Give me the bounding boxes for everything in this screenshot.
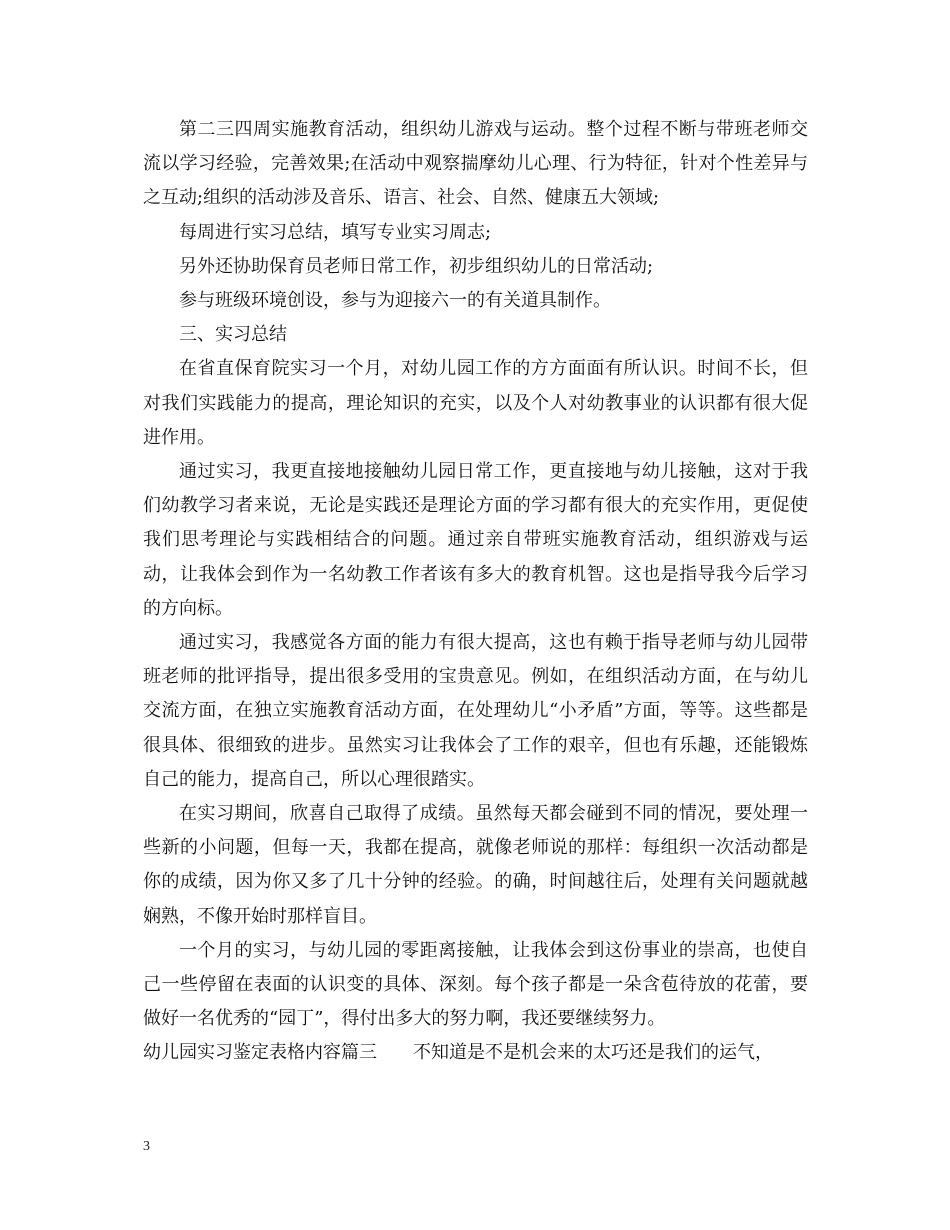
paragraph-summary-conclusion: 一个月的实习，与幼儿园的零距离接触，让我体会到这份事业的崇高，也使自己一些停留在表面的认识变的具体、深刻。每个孩子都是一朵含苞待放的花蕾，要做好一名优秀的“园丁”，得付出多大的努力啊，我还要继续努力。 <box>143 939 808 1030</box>
paragraph-summary-practice: 通过实习，我更直接地接触幼儿园日常工作，更直接地与幼儿接触，这对于我们幼教学习者来说，无论是实践还是理论方面的学习都有很大的充实作用，更促使我们思考理论与实践相结合的问题。通过亲自带班实施教育活动，组织游戏与运动，让我体会到作为一名幼教工作者该有多大的教育机智。这也是指导我今后学习的方向标。 <box>143 461 808 619</box>
paragraph-summary-achievements: 在实习期间，欣喜自己取得了成绩。虽然每天都会碰到不同的情况，要处理一些新的小问题，但每一天，我都在提高，就像老师说的那样：每组织一次活动都是你的成绩，因为你又多了几十分钟的经验。的确，时间越往后，处理有关问题就越娴熟，不像开始时那样盲目。 <box>143 803 808 927</box>
paragraph-summary-abilities: 通过实习，我感觉各方面的能力有很大提高，这也有赖于指导老师与幼儿园带班老师的批评指导，提出很多受用的宝贵意见。例如，在组织活动方面，在与幼儿交流方面，在独立实施教育活动方面，在处理幼儿“小矛盾”方面，等等。这些都是很具体、很细致的进步。虽然实习让我体会了工作的艰辛，但也有乐趣，还能锻炼自己的能力，提高自己，所以心理很踏实。 <box>143 632 808 790</box>
paragraph-activities: 第二三四周实施教育活动，组织幼儿游戏与运动。整个过程不断与带班老师交流以学习经验，完善效果;在活动中观察揣摩幼儿心理、行为特征，针对个性差异与之互动;组织的活动涉及音乐、语言、社会、自然、健康五大领域; <box>143 119 808 209</box>
section-heading-summary: 三、实习总结 <box>179 324 287 346</box>
paragraph-summary-intro: 在省直保育院实习一个月，对幼儿园工作的方方面面有所认识。时间不长，但对我们实践能力的提高，理论知识的充实，以及个人对幼教事业的认识都有很大促进作用。 <box>143 358 808 448</box>
paragraph-weekly-summary: 每周进行实习总结，填写专业实习周志; <box>179 221 492 243</box>
paragraph-environment: 参与班级环境创设，参与为迎接六一的有关道具制作。 <box>179 290 611 312</box>
paragraph-assist-teacher: 另外还协助保育员老师日常工作，初步组织幼儿的日常活动; <box>179 255 654 277</box>
document-body <box>143 113 808 1071</box>
paragraph-next-section: 幼儿园实习鉴定表格内容篇三 不知道是不是机会来的太巧还是我们的运气， <box>143 1042 773 1064</box>
page-number: 3 <box>143 1139 150 1154</box>
